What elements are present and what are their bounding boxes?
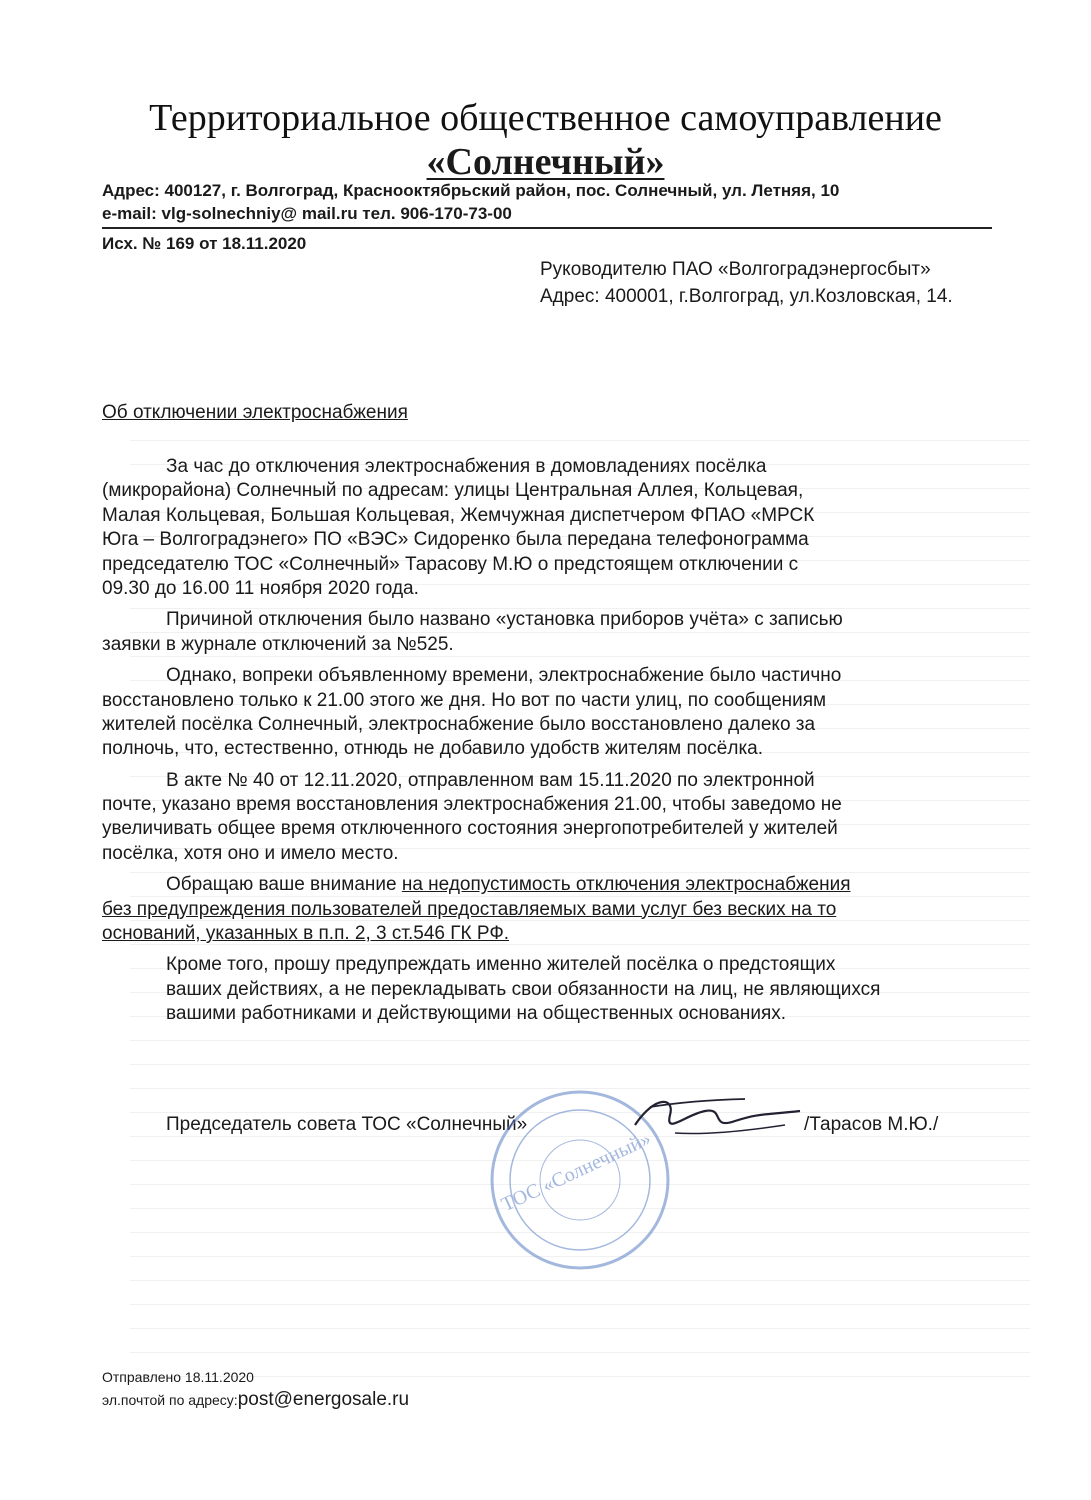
text-line — [102, 898, 982, 922]
paragraph-5 — [102, 873, 982, 946]
addressee-line-2: Адрес: 400001, г.Волгоград, ул.Козловская, 14. — [540, 286, 953, 307]
text-line: председателю ТОС «Солнечный» Тарасову М.Ю о предстоящем отключении с — [102, 553, 799, 575]
stamp-text: ТОС «Солнечный» — [498, 1127, 655, 1217]
underlined-text: оснований, указанных в п.п. 2, 3 ст.546 ГК РФ. — [102, 923, 510, 945]
underlined-text: на недопустимость отключения электроснабжения — [401, 874, 851, 896]
signature-label: Председатель совета ТОС «Солнечный» — [166, 1114, 528, 1135]
organization-name-text: «Солнечный» — [426, 141, 665, 183]
organization-address: Адрес: 400127, г. Волгоград, Краснооктябрьский район, пос. Солнечный, ул. Летняя, 10 — [102, 181, 840, 200]
addressee-block — [540, 256, 953, 310]
organization-title: Территориальное общественное самоуправление — [149, 97, 942, 139]
text-line: заявки в журнале отключений за №525. — [102, 633, 454, 655]
sent-date: Отправлено 18.11.2020 — [102, 1369, 254, 1385]
text-line: (микрорайона) Солнечный по адресам: улицы Центральная Аллея, Кольцевая, — [102, 480, 804, 502]
text-line: Малая Кольцевая, Большая Кольцевая, Жемчужная диспетчером ФПАО «МРСК — [102, 504, 815, 526]
text-line: Кроме того, прошу предупреждать именно жителей посёлка о предстоящих — [166, 954, 836, 976]
text-line — [102, 873, 982, 897]
header-divider — [102, 227, 992, 229]
text-line: ваших действиях, а не перекладывать свои обязанности на лиц, не являющихся — [166, 978, 881, 1000]
text-line: 09.30 до 16.00 11 ноября 2020 года. — [102, 577, 419, 599]
text-line: Юга – Волгоградэнего» ПО «ВЭС» Сидоренко была передана телефонограмма — [102, 529, 809, 551]
text-line: посёлка, хотя оно и имело место. — [102, 842, 399, 864]
text-line: жителей посёлка Солнечный, электроснабжение было восстановлено далеко за — [102, 713, 816, 735]
paragraph-6 — [102, 953, 982, 1026]
letter-subject: Об отключении электроснабжения — [102, 402, 408, 423]
text-line: восстановлено только к 21.00 этого же дня. Но вот по части улиц, по сообщениям — [102, 689, 827, 711]
text-line: вашими работниками и действующими на общественных основаниях. — [166, 1003, 787, 1025]
paragraph-1 — [102, 455, 982, 601]
text-line: За час до отключения электроснабжения в домовладениях посёлка — [166, 456, 767, 477]
text-line: увеличивать общее время отключенного состояния энергопотребителей у жителей — [102, 818, 838, 840]
paragraph-3 — [102, 664, 982, 762]
text-line: Однако, вопреки объявленному времени, электроснабжение было частично — [166, 665, 842, 687]
text-line: Причиной отключения было названо «установка приборов учёта» с записью — [166, 609, 843, 631]
text-span: Обращаю ваше внимание — [166, 874, 402, 896]
organization-name — [0, 140, 1091, 184]
text-line: В акте № 40 от 12.11.2020, отправленном вам 15.11.2020 по электронной — [166, 769, 815, 791]
text-line: почте, указано время восстановления электроснабжения 21.00, чтобы заведомо не — [102, 794, 842, 816]
paragraph-2 — [102, 608, 982, 657]
letter-body — [102, 455, 982, 1027]
text-line — [102, 922, 982, 946]
handwritten-signature-icon — [615, 1085, 815, 1155]
addressee-line-1: Руководителю ПАО «Волгоградэнергосбыт» — [540, 259, 931, 280]
signatory-name: /Тарасов М.Ю./ — [804, 1114, 939, 1135]
outgoing-reference: Исх. № 169 от 18.11.2020 — [102, 234, 307, 253]
sent-address — [102, 1389, 409, 1411]
text-line: полночь, что, естественно, отнюдь не добавило удобств жителям посёлка. — [102, 738, 764, 760]
paragraph-4 — [102, 769, 982, 867]
recipient-email-link[interactable]: post@energosale.ru — [237, 1389, 410, 1410]
sent-address-label: эл.почтой по адресу: — [102, 1392, 238, 1408]
organization-contacts: e-mail: vlg-solnechniy@ mail.ru тел. 906-170-73-00 — [102, 204, 512, 223]
underlined-text: без предупреждения пользователей предоставляемых вами услуг без веских на то — [102, 898, 837, 920]
